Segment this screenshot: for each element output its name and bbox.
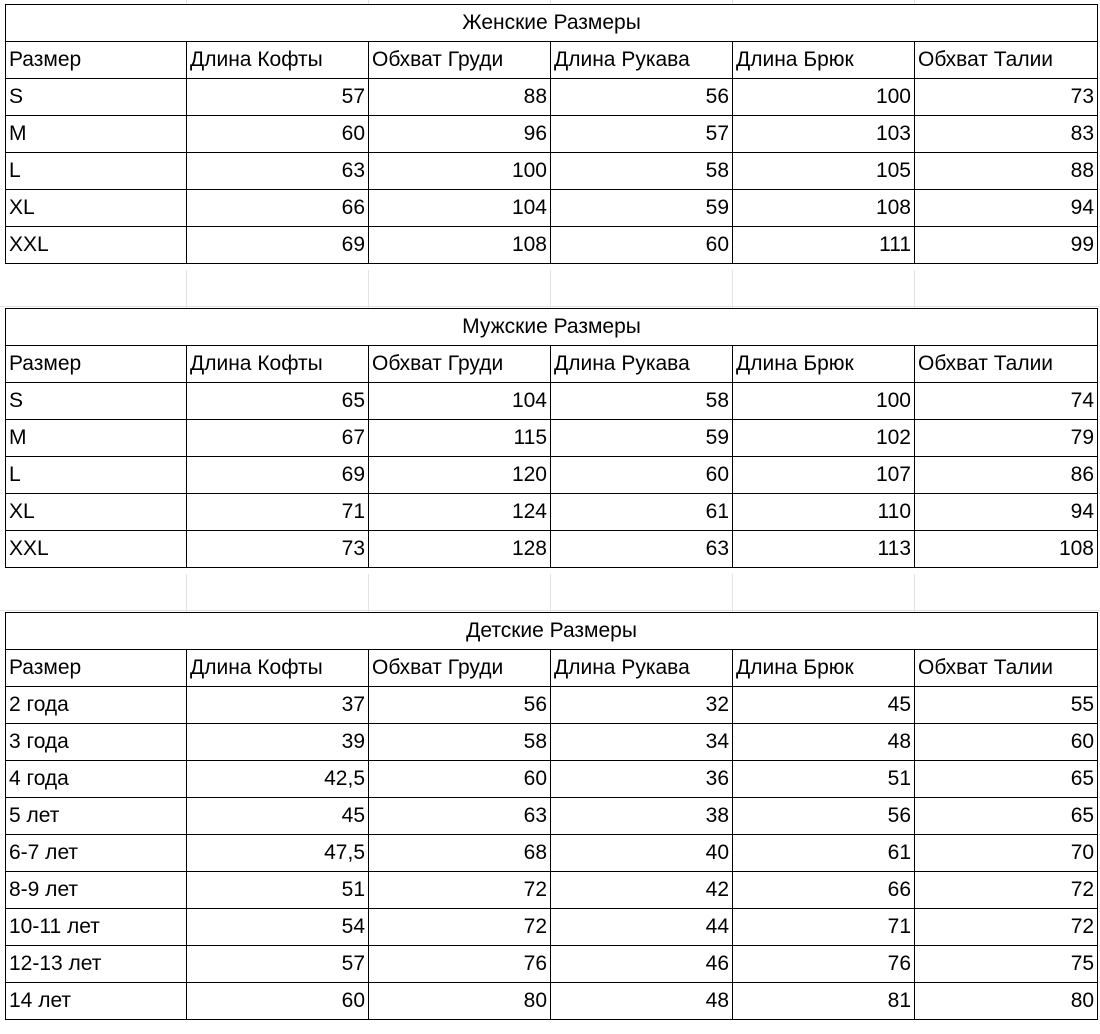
measurement-cell[interactable]: 79 [915,420,1098,457]
table-row [6,724,1098,761]
size-label-cell[interactable]: M [6,420,187,457]
gridline [550,574,551,612]
table-row [6,383,1098,420]
measurement-cell[interactable]: 45 [187,798,369,835]
measurement-cell[interactable]: 70 [915,835,1098,872]
measurement-cell[interactable]: 42 [551,872,733,909]
table-header-row [6,346,1098,383]
size-table-women [5,4,1098,264]
column-header[interactable]: Длина Кофты [187,42,369,79]
measurement-cell[interactable]: 128 [369,531,551,568]
measurement-cell[interactable]: 65 [915,761,1098,798]
column-header[interactable]: Размер [6,346,187,383]
size-table-men [5,308,1098,568]
gridline [914,574,915,612]
table-title[interactable]: Женские Размеры [6,5,1098,42]
measurement-cell[interactable]: 58 [551,383,733,420]
table-row [6,909,1098,946]
measurement-cell[interactable]: 59 [551,420,733,457]
measurement-cell[interactable]: 60 [187,116,369,153]
measurement-cell[interactable]: 51 [733,761,915,798]
column-header[interactable]: Обхват Талии [915,346,1098,383]
table-title[interactable]: Детские Размеры [6,613,1098,650]
column-header[interactable]: Длина Брюк [733,42,915,79]
measurement-cell[interactable]: 55 [915,687,1098,724]
measurement-cell[interactable]: 51 [187,872,369,909]
table-row [6,687,1098,724]
measurement-cell[interactable]: 72 [915,872,1098,909]
measurement-cell[interactable]: 68 [369,835,551,872]
measurement-cell[interactable]: 34 [551,724,733,761]
column-header[interactable]: Длина Кофты [187,346,369,383]
measurement-cell[interactable]: 58 [551,153,733,190]
table-row [6,983,1098,1020]
measurement-cell[interactable]: 66 [187,190,369,227]
size-table-kids [5,612,1098,1020]
measurement-cell[interactable]: 39 [187,724,369,761]
table-row [6,153,1098,190]
measurement-cell[interactable]: 54 [187,909,369,946]
table-title-row [6,309,1098,346]
column-header[interactable]: Обхват Груди [369,42,551,79]
size-label-cell[interactable]: L [6,457,187,494]
table-row [6,420,1098,457]
measurement-cell[interactable]: 80 [369,983,551,1020]
measurement-cell[interactable]: 86 [915,457,1098,494]
size-label-cell[interactable]: 4 года [6,761,187,798]
measurement-cell[interactable]: 57 [187,946,369,983]
measurement-cell[interactable]: 104 [369,383,551,420]
measurement-cell[interactable]: 99 [915,227,1098,264]
measurement-cell[interactable]: 71 [187,494,369,531]
column-header[interactable]: Обхват Талии [915,42,1098,79]
table-title-row [6,5,1098,42]
table-row [6,531,1098,568]
measurement-cell[interactable]: 100 [733,79,915,116]
column-header[interactable]: Размер [6,42,187,79]
column-header[interactable]: Длина Брюк [733,650,915,687]
column-header[interactable]: Длина Рукава [551,650,733,687]
measurement-cell[interactable]: 74 [915,383,1098,420]
measurement-cell[interactable]: 72 [369,909,551,946]
measurement-cell[interactable]: 57 [187,79,369,116]
measurement-cell[interactable]: 56 [551,79,733,116]
size-label-cell[interactable]: S [6,383,187,420]
measurement-cell[interactable]: 67 [187,420,369,457]
size-label-cell[interactable]: 8-9 лет [6,872,187,909]
table-header-row [6,650,1098,687]
column-header[interactable]: Длина Брюк [733,346,915,383]
measurement-cell[interactable]: 111 [733,227,915,264]
measurement-cell[interactable]: 96 [369,116,551,153]
measurement-cell[interactable]: 37 [187,687,369,724]
measurement-cell[interactable]: 48 [733,724,915,761]
measurement-cell[interactable]: 45 [733,687,915,724]
measurement-cell[interactable]: 59 [551,190,733,227]
measurement-cell[interactable]: 66 [733,872,915,909]
measurement-cell[interactable]: 107 [733,457,915,494]
measurement-cell[interactable]: 103 [733,116,915,153]
measurement-cell[interactable]: 71 [733,909,915,946]
measurement-cell[interactable]: 102 [733,420,915,457]
measurement-cell[interactable]: 104 [369,190,551,227]
measurement-cell[interactable]: 36 [551,761,733,798]
size-label-cell[interactable]: M [6,116,187,153]
table-title-row [6,613,1098,650]
table-row [6,116,1098,153]
measurement-cell[interactable]: 115 [369,420,551,457]
measurement-cell[interactable]: 61 [733,835,915,872]
measurement-cell[interactable]: 88 [369,79,551,116]
size-label-cell[interactable]: 12-13 лет [6,946,187,983]
measurement-cell[interactable]: 88 [915,153,1098,190]
column-header[interactable]: Размер [6,650,187,687]
size-label-cell[interactable]: 5 лет [6,798,187,835]
size-label-cell[interactable]: S [6,79,187,116]
measurement-cell[interactable]: 58 [369,724,551,761]
measurement-cell[interactable]: 100 [733,383,915,420]
measurement-cell[interactable]: 72 [915,909,1098,946]
measurement-cell[interactable]: 63 [187,153,369,190]
gridline [732,270,733,308]
gridline [368,270,369,308]
measurement-cell[interactable]: 60 [915,724,1098,761]
measurement-cell[interactable]: 108 [369,227,551,264]
size-label-cell[interactable]: 10-11 лет [6,909,187,946]
size-label-cell[interactable]: XL [6,190,187,227]
measurement-cell[interactable]: 73 [187,531,369,568]
table-row [6,227,1098,264]
size-label-cell[interactable]: XXL [6,227,187,264]
measurement-cell[interactable]: 81 [733,983,915,1020]
gridline [186,270,187,308]
measurement-cell[interactable]: 73 [915,79,1098,116]
size-label-cell[interactable]: XL [6,494,187,531]
column-header[interactable]: Длина Кофты [187,650,369,687]
table-title[interactable]: Мужские Размеры [6,309,1098,346]
size-label-cell[interactable]: 3 года [6,724,187,761]
measurement-cell[interactable]: 69 [187,457,369,494]
measurement-cell[interactable]: 65 [915,798,1098,835]
measurement-cell[interactable]: 69 [187,227,369,264]
measurement-cell[interactable]: 65 [187,383,369,420]
measurement-cell[interactable]: 110 [733,494,915,531]
measurement-cell[interactable]: 80 [915,983,1098,1020]
measurement-cell[interactable]: 72 [369,872,551,909]
size-label-cell[interactable]: 14 лет [6,983,187,1020]
table-row [6,190,1098,227]
measurement-cell[interactable]: 42,5 [187,761,369,798]
table-row [6,946,1098,983]
measurement-cell[interactable]: 113 [733,531,915,568]
column-header[interactable]: Длина Рукава [551,42,733,79]
size-label-cell[interactable]: L [6,153,187,190]
column-header[interactable]: Длина Рукава [551,346,733,383]
measurement-cell[interactable]: 108 [915,531,1098,568]
measurement-cell[interactable]: 48 [551,983,733,1020]
measurement-cell[interactable]: 57 [551,116,733,153]
measurement-cell[interactable]: 105 [733,153,915,190]
measurement-cell[interactable]: 47,5 [187,835,369,872]
gridline [550,270,551,308]
gridline [186,574,187,612]
measurement-cell[interactable]: 38 [551,798,733,835]
table-header-row [6,42,1098,79]
measurement-cell[interactable]: 60 [187,983,369,1020]
measurement-cell[interactable]: 60 [551,227,733,264]
column-header[interactable]: Обхват Талии [915,650,1098,687]
table-row [6,494,1098,531]
size-label-cell[interactable]: XXL [6,531,187,568]
measurement-cell[interactable]: 100 [369,153,551,190]
measurement-cell[interactable]: 40 [551,835,733,872]
column-header[interactable]: Обхват Груди [369,650,551,687]
measurement-cell[interactable]: 60 [369,761,551,798]
size-label-cell[interactable]: 2 года [6,687,187,724]
size-label-cell[interactable]: 6-7 лет [6,835,187,872]
measurement-cell[interactable]: 120 [369,457,551,494]
measurement-cell[interactable]: 76 [369,946,551,983]
measurement-cell[interactable]: 60 [551,457,733,494]
table-row [6,798,1098,835]
measurement-cell[interactable]: 63 [551,531,733,568]
measurement-cell[interactable]: 124 [369,494,551,531]
table-row [6,457,1098,494]
measurement-cell[interactable]: 56 [369,687,551,724]
table-row [6,79,1098,116]
measurement-cell[interactable]: 94 [915,190,1098,227]
measurement-cell[interactable]: 108 [733,190,915,227]
measurement-cell[interactable]: 75 [915,946,1098,983]
measurement-cell[interactable]: 61 [551,494,733,531]
table-row [6,872,1098,909]
measurement-cell[interactable]: 94 [915,494,1098,531]
measurement-cell[interactable]: 44 [551,909,733,946]
measurement-cell[interactable]: 46 [551,946,733,983]
table-row [6,835,1098,872]
measurement-cell[interactable]: 56 [733,798,915,835]
gridline [368,574,369,612]
measurement-cell[interactable]: 32 [551,687,733,724]
gridline [732,574,733,612]
gridline [914,270,915,308]
measurement-cell[interactable]: 83 [915,116,1098,153]
measurement-cell[interactable]: 63 [369,798,551,835]
measurement-cell[interactable]: 76 [733,946,915,983]
column-header[interactable]: Обхват Груди [369,346,551,383]
table-row [6,761,1098,798]
